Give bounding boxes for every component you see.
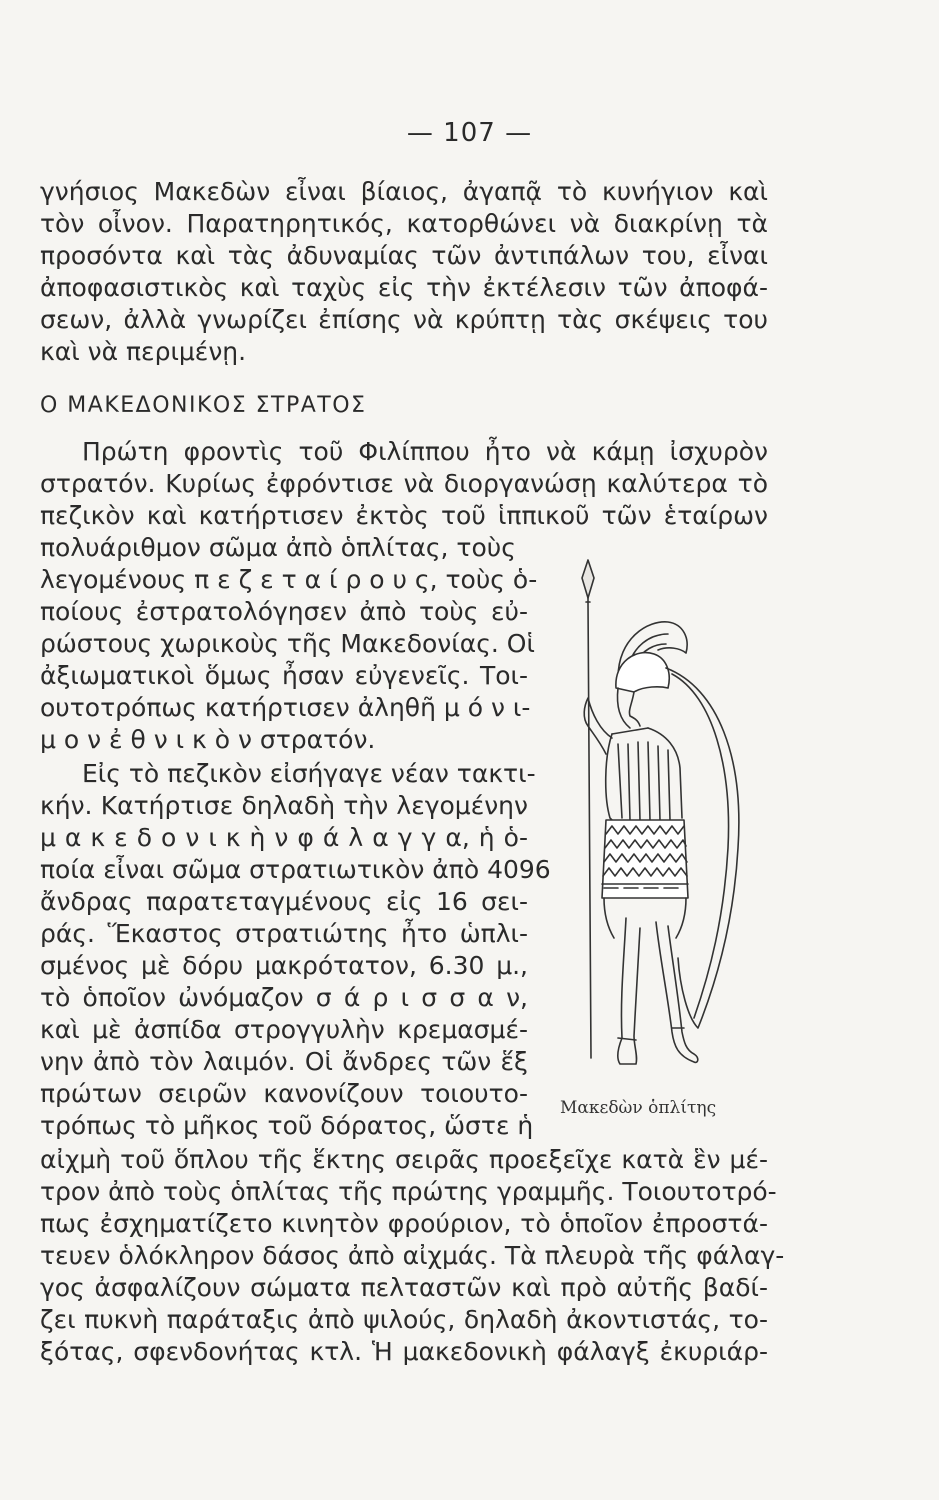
text-line: τὸ ὁποῖον ὠνόμαζον σ ά ρ ι σ σ α ν, (40, 983, 528, 1012)
text-line: ποίους ἐστρατολόγησεν ἀπὸ τοὺς εὐ- (40, 597, 528, 626)
figure-caption: Μακεδὼν ὁπλίτης (560, 1098, 717, 1118)
text-line: ρώστους χωρικοὺς τῆς Μακεδονίας. Οἱ (40, 629, 535, 658)
text-line: σεων, ἀλλὰ γνωρίζει ἐπίσης νὰ κρύπτῃ τὰς σκέψεις του (40, 305, 768, 334)
text-line: ζει πυκνὴ παράταξις ἀπὸ ψιλούς, δηλαδὴ ἀκοντιστάς, το- (40, 1305, 768, 1334)
text-line: πως ἐσχηματίζετο κινητὸν φρούριον, τὸ ὁποῖον ἐπροστά- (40, 1209, 768, 1238)
text-line: μ ο ν ἐ θ ν ι κ ὸ ν στρατόν. (40, 725, 376, 754)
text-line: πολυάριθμον σῶμα ἀπὸ ὁπλίτας, τοὺς (40, 533, 516, 562)
text-line: ράς. Ἕκαστος στρατιώτης ἦτο ὡπλι- (40, 919, 528, 948)
section-heading: Ο ΜΑΚΕΔΟΝΙΚΟΣ ΣΤΡΑΤΟΣ (40, 393, 367, 418)
text-line: Εἰς τὸ πεζικὸν εἰσήγαγε νέαν τακτι- (82, 759, 536, 788)
text-line: ποία εἶναι σῶμα στρατιωτικὸν ἀπὸ 4096 (40, 855, 551, 884)
text-line: τρόπως τὸ μῆκος τοῦ δόρατος, ὥστε ἡ (40, 1111, 534, 1140)
text-line: σμένος μὲ δόρυ μακρότατον, 6.30 μ., (40, 951, 528, 980)
text-line: Πρώτη φροντὶς τοῦ Φιλίππου ἦτο νὰ κάμῃ ἰσχυρὸν (82, 437, 768, 466)
text-line: τρον ἀπὸ τοὺς ὁπλίτας τῆς πρώτης γραμμῆς. Τοιουτοτρό- (40, 1177, 777, 1206)
hoplite-illustration (548, 558, 778, 1118)
text-line: ουτοτρόπως κατήρτισεν ἀληθῆ μ ό ν ι- (40, 693, 531, 722)
text-line: τευεν ὁλόκληρον δάσος ἀπὸ αἰχμάς. Τὰ πλευρὰ τῆς φάλαγ- (40, 1241, 785, 1270)
text-line: ἀξιωματικοὶ ὅμως ἦσαν εὐγενεῖς. Τοι- (40, 661, 528, 690)
text-line: ἀποφασιστικὸς καὶ ταχὺς εἰς τὴν ἐκτέλεσιν τῶν ἀποφά- (40, 273, 768, 302)
text-line: μ α κ ε δ ο ν ι κ ὴ ν φ ά λ α γ γ α, ἡ ὁ- (40, 823, 528, 852)
text-line: πρώτων σειρῶν κανονίζουν τοιουτο- (40, 1079, 528, 1108)
text-line: προσόντα καὶ τὰς ἀδυναμίας τῶν ἀντιπάλων του, εἶναι (40, 241, 768, 270)
text-line: καὶ νὰ περιμένῃ. (40, 337, 247, 366)
text-line: νην ἀπὸ τὸν λαιμόν. Οἱ ἄνδρες τῶν ἕξ (40, 1047, 528, 1076)
text-line: λεγομένους π ε ζ ε τ α ί ρ ο υ ς, τοὺς ὁ- (40, 565, 538, 594)
text-line: πεζικὸν καὶ κατήρτισεν ἐκτὸς τοῦ ἱππικοῦ τῶν ἑταίρων (40, 501, 768, 530)
text-line: κήν. Κατήρτισε δηλαδὴ τὴν λεγομένην (40, 791, 528, 820)
text-line: αἰχμὴ τοῦ ὅπλου τῆς ἕκτης σειρᾶς προεξεῖχε κατὰ ἓν μέ- (40, 1145, 768, 1174)
text-line: καὶ μὲ ἀσπίδα στρογγυλὴν κρεμασμέ- (40, 1015, 528, 1044)
text-line: γνήσιος Μακεδὼν εἶναι βίαιος, ἀγαπᾷ τὸ κυνήγιον καὶ (40, 177, 768, 206)
text-line: ξότας, σφενδονήτας κτλ. Ἡ μακεδονικὴ φάλαγξ ἐκυριάρ- (40, 1337, 768, 1366)
text-line: ἄνδρας παρατεταγμένους εἰς 16 σει- (40, 887, 528, 916)
text-line: στρατόν. Κυρίως ἐφρόντισε νὰ διοργανώσῃ καλύτερα τὸ (40, 469, 768, 498)
text-line: τὸν οἶνον. Παρατηρητικός, κατορθώνει νὰ διακρίνῃ τὰ (40, 209, 768, 238)
text-line: γος ἀσφαλίζουν σώματα πελταστῶν καὶ πρὸ αὐτῆς βαδί- (40, 1273, 768, 1302)
page-number: — 107 — (406, 118, 533, 148)
